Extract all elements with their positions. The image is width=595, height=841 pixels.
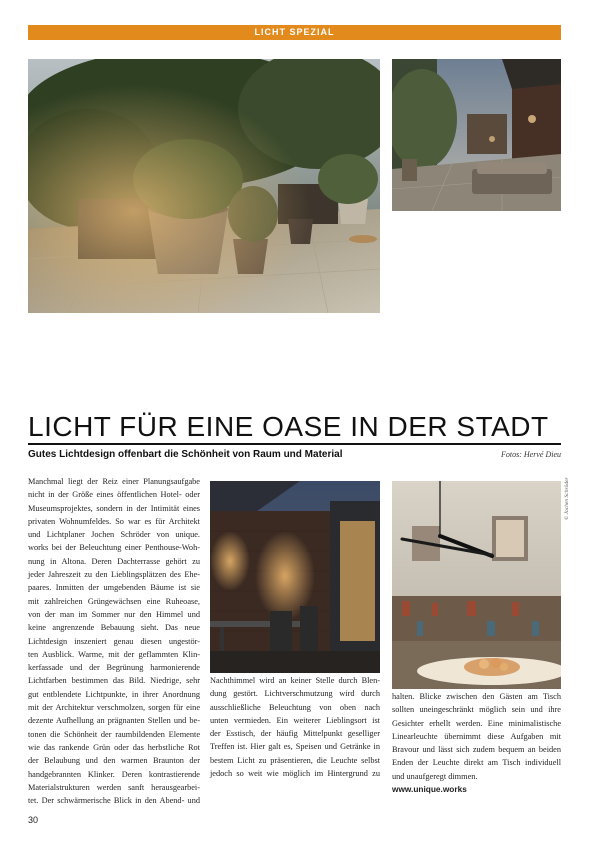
website-link[interactable]: www.unique.works	[392, 784, 467, 795]
text-line: nung in Altona. Deren Dachterrasse gehört zu	[28, 556, 200, 566]
text-line: handgebrannten Klinker. Deren kontrastierende	[28, 769, 200, 779]
text-line: Gesichter erhellt werden. Eine minimalistische	[392, 718, 561, 728]
text-line: mit der Architektur verschmolzen, sorgen für eine	[28, 703, 200, 713]
text-line: privaten Wohnumfeldes. So war es für Architekt	[28, 516, 200, 526]
text-line: Linearleuchte übernimmt diese Aufgaben mit	[392, 731, 561, 741]
text-line: paares. Inmitten der umgebenden Bäume ist sie	[28, 583, 200, 593]
section-label: LICHT SPEZIAL	[254, 27, 335, 37]
text-line: Lichtdesign inszeniert genau diesen ungestör-	[28, 636, 200, 646]
text-line: bestem Licht zu präsentieren, die Leuchte selbst	[210, 755, 380, 765]
text-line: Manchmal liegt der Reiz einer Planungsaufgabe	[28, 477, 200, 486]
text-line: Bravour und lässt sich zudem bequem an beiden	[392, 745, 561, 755]
dining-room-photo	[392, 481, 561, 689]
text-line: sollten uneingeschränkt möglich sein und ihre	[392, 705, 561, 715]
photo-credit: Fotos: Hervé Dieu	[501, 450, 561, 459]
text-line: von der man im Sommer nur den Himmel und	[28, 609, 200, 619]
text-line: kerfassade und der Begrünung harmonierende	[28, 663, 200, 673]
text-line: dezente Aufhellung an prägnanten Stellen und be-	[28, 716, 200, 726]
section-banner	[28, 25, 561, 40]
text-line: Enden der Leuchte direkt am Tisch individuell	[392, 758, 561, 768]
title-rule	[28, 443, 561, 445]
text-line: nicht in der Größe eines öffentlichen Hotel- oder	[28, 490, 200, 500]
text-line: und unaufgeregt dimmen.	[392, 771, 478, 781]
dining-terrace-photo	[210, 481, 380, 673]
text-line: gut entblendete Lichtpunkte, in ihrer Anordnung	[28, 689, 200, 699]
article-subtitle: Gutes Lichtdesign offenbart die Schönheit von Raum und Material	[28, 449, 343, 460]
text-line: tonen die Schönheit der raumbildenden Elemente	[28, 729, 200, 739]
text-line: ausschließliche Beleuchtung von oben nach	[210, 702, 380, 712]
text-line: jeder Jahreszeit zu den Lieblingsplätzen des Ehe-	[28, 570, 200, 580]
text-line: unten vermieden. Ein weiterer Lieblingsort ist	[210, 715, 380, 725]
text-line: mit zahlreichen Grüngewächsen eine Ruheoase,	[28, 596, 200, 606]
text-line: und Lichtplaner Jochen Schröder von unique.	[28, 530, 200, 540]
text-line: der Esstisch, der häufig Mittelpunkt geselliger	[210, 729, 380, 739]
text-line: tet. Der schwärmerische Blick in den Abend- und	[28, 796, 200, 806]
text-line: Museumsprojektes, sondern in der Intimität eines	[28, 503, 200, 513]
text-line: keine angrenzende Bebauung sieht. Das neue	[28, 623, 200, 633]
article-column-3	[392, 690, 561, 796]
article-column-1	[28, 475, 200, 807]
text-line: jedoch so weit wie möglich im Hintergrund zu	[210, 769, 380, 779]
lounge-photo	[392, 59, 561, 211]
text-line: Materialstrukturen werden sanft herausgearbei-	[28, 782, 200, 792]
text-line: wie das rankende Grün oder das herbstliche Rot	[28, 742, 200, 752]
text-line: Treffen ist. Hier galt es, Speisen und Getränke in	[210, 742, 380, 752]
terrace-photo	[28, 59, 380, 313]
text-line: dung gestört. Lichtverschmutzung wird durch	[210, 689, 380, 699]
page-number: 30	[28, 815, 39, 825]
text-line: halten. Blicke zwischen den Gästen am Tisch	[392, 692, 561, 701]
article-column-2	[210, 674, 380, 780]
article-title: LICHT FÜR EINE OASE IN DER STADT	[28, 411, 549, 442]
text-line: Nachthimmel wird an keiner Stelle durch Blen-	[210, 676, 380, 685]
text-line: ten Ausblick. Warme, mit der geflammten Klin-	[28, 649, 200, 659]
photographer-credit: © Jochen Schröder	[564, 477, 570, 520]
text-line: Lichtfarben bestimmen das Bild. Niedrige, sehr	[28, 676, 200, 686]
text-line: der Belaubung und den warmen Braunton der	[28, 756, 200, 766]
text-line: works bei der Beleuchtung einer Penthouse-Woh-	[28, 543, 200, 553]
